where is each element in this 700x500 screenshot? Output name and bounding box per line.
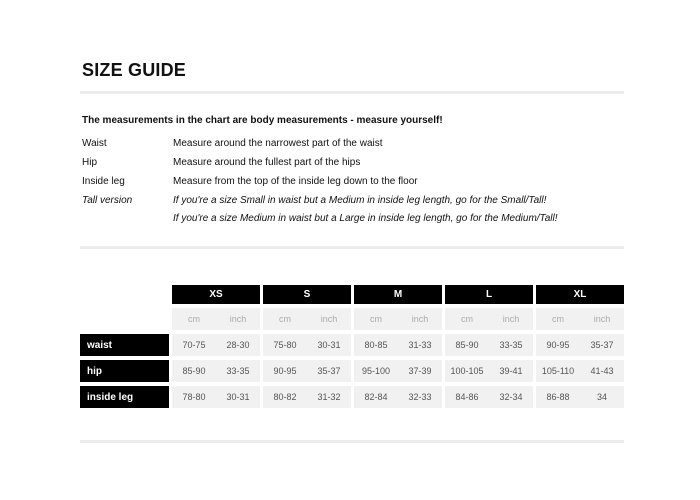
size-header-xs: XS [169, 285, 260, 304]
table-cell: 75-80 [260, 330, 307, 356]
size-header-m: M [351, 285, 442, 304]
table-cell: 78-80 [169, 382, 216, 408]
size-header-l: L [442, 285, 533, 304]
divider [80, 91, 624, 94]
table-cell: 39-41 [489, 356, 533, 382]
table-cell: 41-43 [580, 356, 624, 382]
row-label: hip [80, 356, 169, 382]
table-cell: 37-39 [398, 356, 442, 382]
table-cell: 70-75 [169, 330, 216, 356]
row-label: waist [80, 330, 169, 356]
table-cell: 86-88 [533, 382, 580, 408]
table-row-inside-leg [80, 382, 624, 408]
unit-inch: inch [307, 304, 351, 330]
row-label: inside leg [80, 382, 169, 408]
intro-text: The measurements in the chart are body measurements - measure yourself! [82, 115, 443, 126]
size-header-s: S [260, 285, 351, 304]
unit-cm: cm [169, 304, 216, 330]
table-cell: 35-37 [307, 356, 351, 382]
size-chart-table [80, 285, 624, 408]
definition-desc: If you're a size Medium in waist but a Large in inside leg length, go for the Medium/Tall! [173, 213, 558, 224]
unit-inch: inch [216, 304, 260, 330]
table-cell: 32-33 [398, 382, 442, 408]
definition-desc: Measure around the fullest part of the hips [173, 157, 361, 168]
table-cell: 82-84 [351, 382, 398, 408]
unit-cm: cm [533, 304, 580, 330]
unit-cm: cm [351, 304, 398, 330]
unit-inch: inch [580, 304, 624, 330]
table-cell: 33-35 [489, 330, 533, 356]
definition-term: Tall version [82, 195, 133, 206]
table-row-hip [80, 356, 624, 382]
size-header-row [80, 285, 624, 304]
definition-desc: Measure from the top of the inside leg down to the floor [173, 176, 418, 187]
table-cell: 28-30 [216, 330, 260, 356]
unit-header-row [80, 304, 624, 330]
table-cell: 30-31 [307, 330, 351, 356]
unit-cm: cm [260, 304, 307, 330]
table-cell: 85-90 [169, 356, 216, 382]
table-cell: 31-33 [398, 330, 442, 356]
definition-term: Waist [82, 138, 107, 149]
unit-cm: cm [442, 304, 489, 330]
table-row-waist [80, 330, 624, 356]
page-title: SIZE GUIDE [82, 60, 187, 80]
table-cell: 31-32 [307, 382, 351, 408]
definition-desc: Measure around the narrowest part of the waist [173, 138, 383, 149]
table-cell: 100-105 [442, 356, 489, 382]
table-cell: 95-100 [351, 356, 398, 382]
size-header-xl: XL [533, 285, 624, 304]
table-cell: 35-37 [580, 330, 624, 356]
table-cell: 90-95 [533, 330, 580, 356]
corner-cell [80, 285, 169, 304]
table-cell: 34 [580, 382, 624, 408]
table-cell: 84-86 [442, 382, 489, 408]
definition-term: Hip [82, 157, 98, 168]
table-cell: 85-90 [442, 330, 489, 356]
table-cell: 30-31 [216, 382, 260, 408]
table-cell: 80-82 [260, 382, 307, 408]
divider [80, 246, 624, 249]
table-cell: 80-85 [351, 330, 398, 356]
unit-inch: inch [398, 304, 442, 330]
table-cell: 105-110 [533, 356, 580, 382]
unit-inch: inch [489, 304, 533, 330]
definition-term: Inside leg [82, 176, 125, 187]
corner-cell [80, 304, 169, 330]
table-cell: 90-95 [260, 356, 307, 382]
table-cell: 33-35 [216, 356, 260, 382]
table-cell: 32-34 [489, 382, 533, 408]
divider [80, 440, 624, 443]
definition-desc: If you're a size Small in waist but a Medium in inside leg length, go for the Small/Tall! [173, 195, 547, 206]
